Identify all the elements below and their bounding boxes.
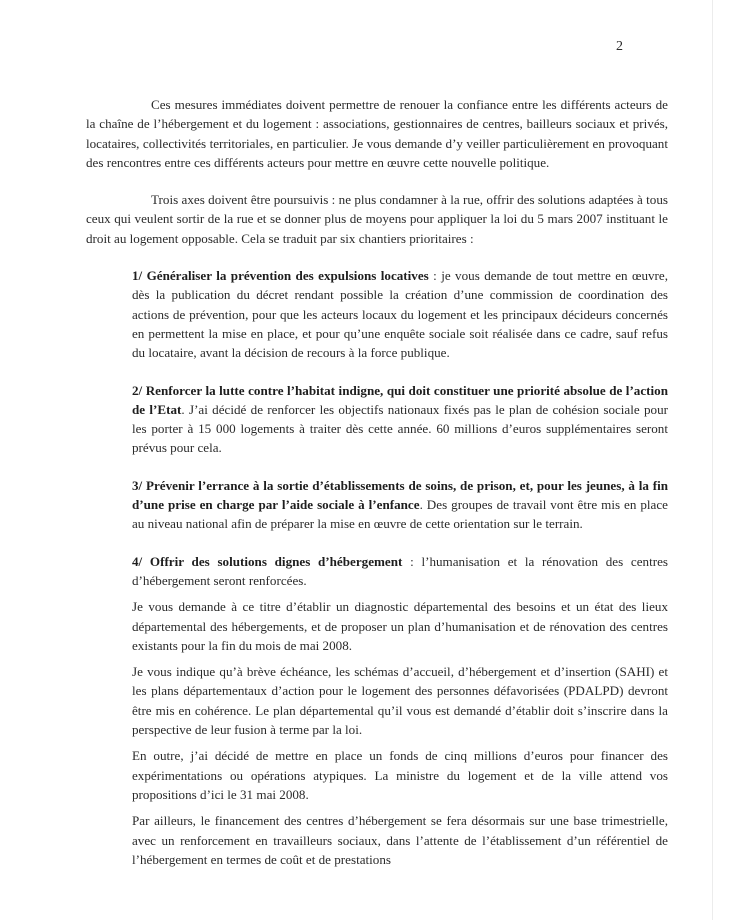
item-4-sub-3: En outre, j’ai décidé de mettre en place un fonds de cinq millions d’euros pour financer des expérimentations ou opérations atypiques. La ministre du logement et de la ville attend vos propositions d’ici le 31 mai 2008.: [132, 748, 668, 802]
item-2-heading: 2/ Renforcer la lutte contre l’habitat indigne, qui doit constituer une priorité absolue de l’action de l’Etat: [132, 382, 668, 417]
item-3-heading: 3/ Prévenir l’errance à la sortie d’établissements de soins, de prison, et, pour les jeunes, à la fin d’une prise en charge par l’aide sociale à l’enfance: [132, 477, 668, 513]
axes-paragraph: Trois axes doivent être poursuivis : ne plus condamner à la rue, offrir des solutions adaptées à tous ceux qui veulent sortir de la rue et se donner plus de moyens pour appliquer la loi du 5 mars 2007 instituant le droit au logement opposable. Cela se traduit par six chantiers prioritaires :: [86, 192, 668, 246]
item-3: [132, 476, 668, 534]
item-4-sub-2: Je vous indique qu’à brève échéance, les schémas d’accueil, d’hébergement et d’insertion (SAHI) et les plans départementaux d’action pour le logement des personnes défavorisées (PDALPD) devront être mis en cohérence. Le plan départemental qu’il vous est demandé d’établir doit s’inscrire dans la perspective de leur fusion à terme par la loi.: [132, 664, 668, 738]
page-number: 2: [616, 39, 623, 54]
item-1: [132, 266, 668, 362]
item-4-sub-4: Par ailleurs, le financement des centres d’hébergement se fera désormais sur une base trimestrielle, avec un renforcement en travailleurs sociaux, dans l’attente de l’établissement d’un référentiel de l’hébergement en termes de coût et de prestations: [132, 813, 668, 867]
item-2: [132, 381, 668, 458]
item-1-text: : je vous demande de tout mettre en œuvre, dès la publication du décret rendant possible la création d’une commission de coordination des actions de prévention, pour que les acteurs locaux du logement et les principaux décideurs concernés en permettent la mise en place, et pour qu’une enquête sociale soit réalisée dans ce cadre, sauf refus du locataire, avant la décision de recours à la force publique.: [132, 268, 668, 361]
item-4-sub-1: Je vous demande à ce titre d’établir un diagnostic départemental des besoins et un état des lieux départemental des hébergements, et de proposer un plan d’humanisation et de rénovation des centres existants pour la fin du mois de mai 2008.: [132, 599, 668, 653]
item-4-heading: 4/ Offrir des solutions dignes d’hébergement: [132, 553, 403, 569]
item-4: [132, 552, 668, 591]
intro-paragraph: Ces mesures immédiates doivent permettre de renouer la confiance entre les différents acteurs de la chaîne de l’hébergement et du logement : associations, gestionnaires de centres, bailleurs sociaux et privés, locataires, collectivités territoriales, en particulier. Je vous demande d’y veiller particulièrement en provoquant des rencontres entre ces différents acteurs pour mettre en œuvre cette nouvelle politique.: [86, 97, 668, 170]
item-2-text: . J’ai décidé de renforcer les objectifs nationaux fixés pas le plan de cohésion sociale pour les porter à 15 000 logements à traiter dès cette année. 60 millions d’euros supplémentaires seront prévus pour cela.: [132, 401, 668, 456]
item-4-text: : l’humanisation et la rénovation des centres d’hébergement seront renforcées.: [132, 553, 668, 588]
item-3-text: . Des groupes de travail vont être mis en place au niveau national afin de préparer la mise en œuvre de cette orientation sur le terrain.: [132, 497, 668, 532]
item-1-heading: 1/ Généraliser la prévention des expulsions locatives: [132, 268, 429, 284]
